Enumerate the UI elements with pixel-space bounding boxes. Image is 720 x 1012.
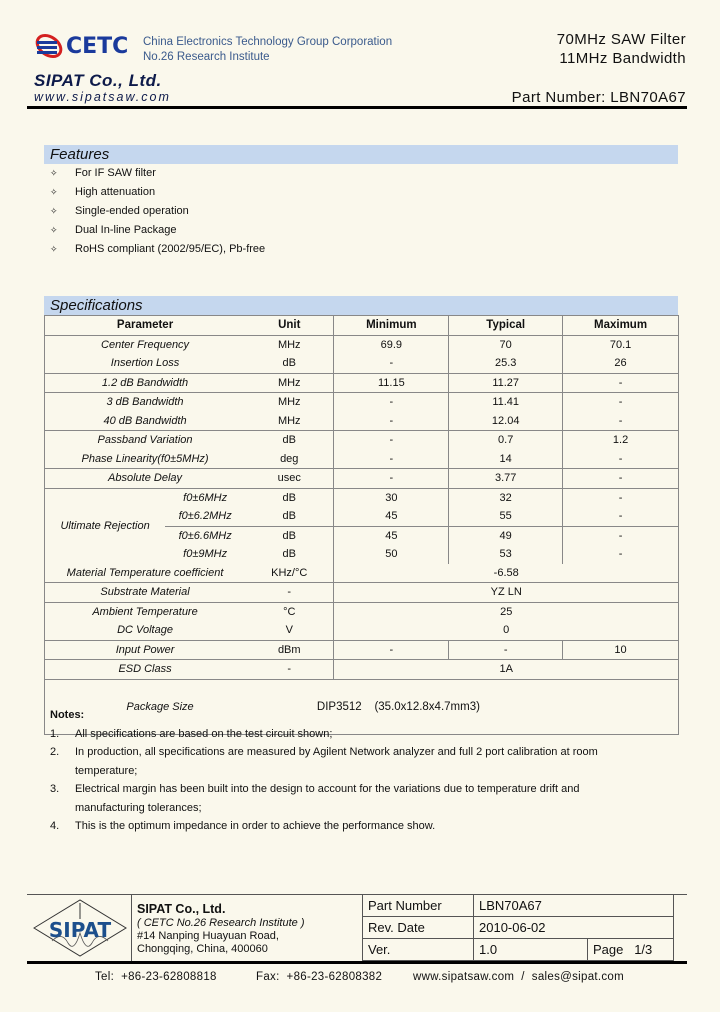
col-header-typical: Typical [449, 316, 563, 336]
product-bandwidth: 11MHz Bandwidth [559, 50, 686, 67]
note-item: 4. This is the optimum impedance in order to achieve the performance show. [50, 820, 436, 832]
table-row: DC Voltage V 0 [45, 621, 679, 640]
org-name: China Electronics Technology Group Corporation [143, 36, 393, 48]
specifications-title: Specifications [50, 297, 143, 314]
footer-divider-line [27, 961, 687, 964]
company-website[interactable]: www.sipatsaw.com [34, 90, 171, 104]
table-row: Ambient Temperature °C 25 [45, 602, 679, 621]
sipat-footer-logo [32, 897, 128, 959]
cetc-logo-icon [34, 32, 64, 60]
table-row: Input Power dBm - - 10 [45, 640, 679, 660]
table-row: 1.2 dB Bandwidth MHz 11.15 11.27 - [45, 373, 679, 393]
col-header-parameter: Parameter [116, 319, 174, 332]
feature-item: ✧ RoHS compliant (2002/95/EC), Pb-free [50, 240, 265, 259]
page-indicator: Page 1/3 [588, 939, 674, 961]
footer-divider [131, 894, 132, 961]
info-row-part: Part Number LBN70A67 [363, 895, 674, 917]
cetc-logo [34, 32, 129, 60]
footer-fax: Fax: +86-23-62808382 [256, 971, 383, 983]
info-row-rev: Rev. Date 2010-06-02 [363, 917, 674, 939]
specifications-table [44, 315, 679, 735]
features-list [50, 164, 265, 259]
table-row-rejection: f0±9MHz dB 50 53 - [45, 545, 679, 564]
table-row: 40 dB Bandwidth MHz - 12.04 - [45, 412, 679, 431]
features-section-bar [44, 145, 678, 164]
rejection-label: Ultimate Rejection [45, 488, 166, 564]
table-row: Center Frequency MHz 69.9 70 70.1 [45, 335, 679, 354]
cetc-logo-text: CETC [66, 34, 129, 59]
package-size-value: DIP3512 (35.0x12.8x4.7mm3) [316, 700, 480, 713]
table-header-row [45, 316, 679, 336]
col-header-unit: Unit [278, 319, 301, 332]
diamond-bullet-icon: ✧ [50, 187, 58, 197]
specifications-section-bar [44, 296, 678, 315]
footer-tel: Tel: +86-23-62808818 [95, 971, 217, 983]
document-info-table [362, 894, 674, 961]
table-row: ESD Class - 1A [45, 660, 679, 680]
col-header-minimum: Minimum [334, 316, 449, 336]
table-row-rejection: f0±6.6MHz dB 45 49 - [45, 526, 679, 545]
table-row: Material Temperature coefficient KHz/°C -6.58 [45, 564, 679, 583]
note-item: 3. Electrical margin has been built into the design to account for the variations due to temperature drift and [50, 783, 580, 795]
features-title: Features [50, 146, 110, 163]
notes-title: Notes: [50, 709, 85, 721]
table-row: 3 dB Bandwidth MHz - 11.41 - [45, 393, 679, 412]
diamond-bullet-icon: ✧ [50, 244, 58, 254]
note-item: 2. In production, all specifications are measured by Agilent Network analyzer and full 2 port calibration at room [50, 746, 598, 758]
info-row-ver: Ver. 1.0 Page 1/3 [363, 939, 674, 961]
table-row-rejection: f0±6.2MHz dB 45 55 - [45, 507, 679, 526]
svg-text:SIPAT: SIPAT [48, 918, 112, 942]
part-number-heading: Part Number: LBN70A67 [511, 89, 686, 106]
table-row: Package Size DIP3512 (35.0x12.8x4.7mm3) [45, 679, 679, 734]
table-row-rejection: Ultimate Rejection f0±6MHz dB 30 32 - [45, 488, 679, 507]
footer-web-email[interactable]: www.sipatsaw.com / sales@sipat.com [413, 971, 625, 983]
diamond-bullet-icon: ✧ [50, 225, 58, 235]
table-row: Substrate Material - YZ LN [45, 583, 679, 603]
table-row: Phase Linearity(f0±5MHz) deg - 14 - [45, 450, 679, 469]
note-item: 1. All specifications are based on the test circuit shown; [50, 727, 333, 740]
rev-date-value: 2010-06-02 [474, 917, 674, 939]
table-row: Insertion Loss dB - 25.3 26 [45, 354, 679, 373]
feature-item: ✧ Single-ended operation [50, 202, 265, 221]
sipat-logo-icon [32, 897, 128, 959]
table-row: Absolute Delay usec - 3.77 - [45, 469, 679, 489]
feature-item: ✧ For IF SAW filter [50, 164, 265, 183]
footer-company: SIPAT Co., Ltd. [137, 902, 226, 916]
feature-item: ✧ Dual In-line Package [50, 221, 265, 240]
col-header-maximum: Maximum [563, 316, 679, 336]
product-title: 70MHz SAW Filter [556, 31, 686, 48]
notes-section: Notes: 1. All specifications are based on the test circuit shown; 2. In production, all specifications are measured by Agilent Network analyzer and full 2 port calibration at room temperature; 3. Electrical margin has been built into the design to account for the variations due to temperature drift and manufacturing tolerances; 4. This is the optimum impedance in order to achieve the performance show. [50, 706, 680, 836]
version-value: 1.0 [474, 939, 588, 961]
table-row: Passband Variation dB - 0.7 1.2 [45, 431, 679, 450]
diamond-bullet-icon: ✧ [50, 206, 58, 216]
diamond-bullet-icon: ✧ [50, 168, 58, 178]
org-institute: No.26 Research Institute [143, 51, 270, 63]
part-number-value: LBN70A67 [474, 895, 674, 917]
footer-address-1: #14 Nanping Huayuan Road, [137, 930, 279, 942]
footer-address-2: Chongqing, China, 400060 [137, 943, 268, 955]
header-divider [27, 106, 687, 109]
feature-item: ✧ High attenuation [50, 183, 265, 202]
footer-institute: ( CETC No.26 Research Institute ) [137, 917, 305, 929]
company-name: SIPAT Co., Ltd. [34, 71, 162, 90]
